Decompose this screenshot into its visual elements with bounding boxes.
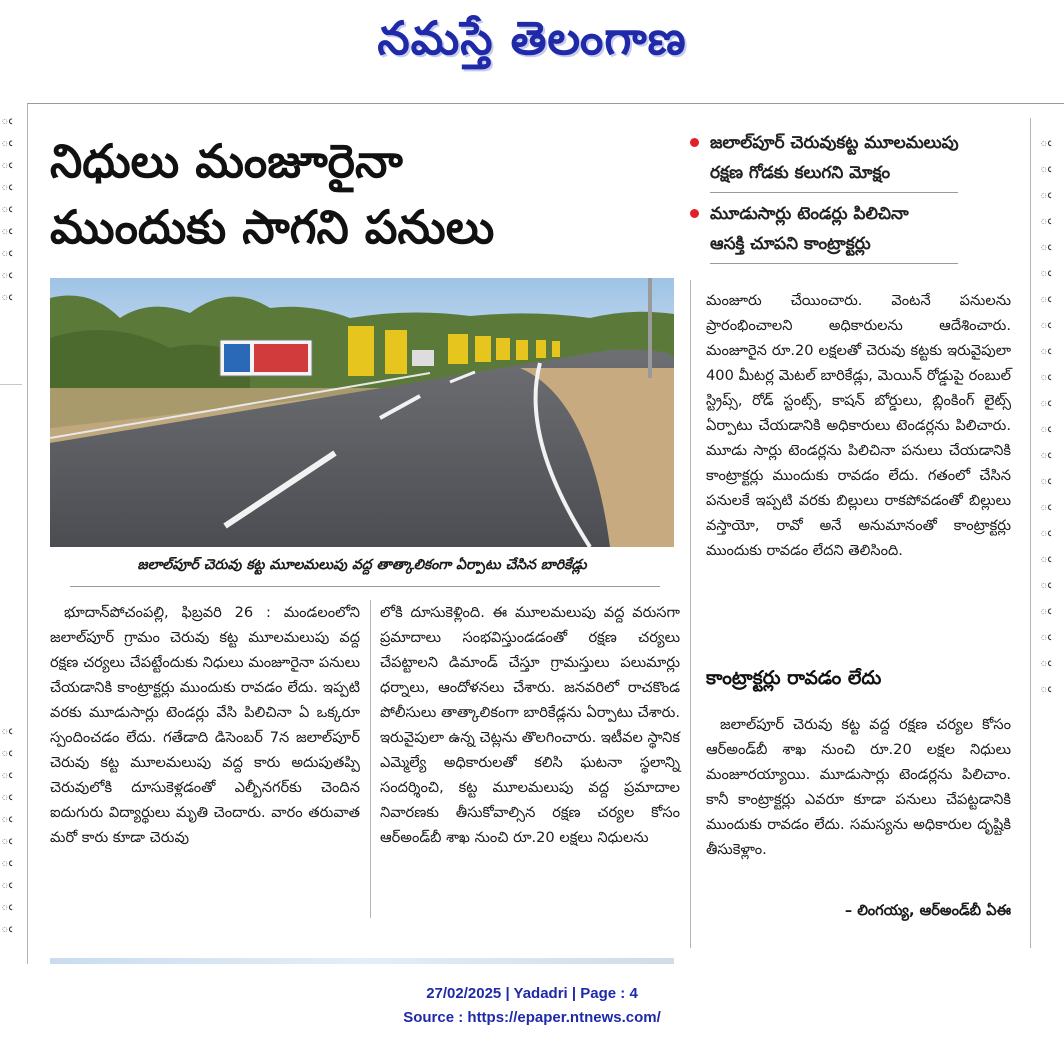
- key-point-divider: [710, 263, 958, 264]
- subheading: కాంట్రాక్టర్లు రావడం లేదు: [706, 667, 882, 689]
- bullet-dot-icon: [690, 138, 699, 147]
- body-paragraph: భూదాన్‌పోచంపల్లి, ఫిబ్రవరి 26 : మండలంలోని జలాల్‌పూర్ గ్రామం చెరువు కట్ట మూలమలుపు వద్ద రక్షణ చర్యలు చేపట్టేందుకు నిధులు మంజూరైనా పనులు చేయడానికి కాంట్రాక్టర్లు ముందుకు రావడం లేదు. ఇప్పటి వరకు మూడుసార్లు టెండర్లు వేసి పిలిచినా ఏ ఒక్కరూ స్పందించడం లేదు. గతేడాది డిసెంబర్ 7న జలాల్‌పూర్ చెరువు కట్ట మూలమలుపు వద్ద కారు అదుపుతప్పి చెరువులోకి దూసుకెళ్లడంతో ఎల్బీనగర్‌కు చెందిన ఐదుగురు విద్యార్థులు మృతి చెందారు. వారం తరువాత మరో కారు కూడా చెరువు: [50, 604, 360, 846]
- footer: [0, 982, 1064, 1030]
- quote-credit: – లింగయ్య, ఆర్అండ్‌బీ ఏఈ: [844, 902, 1011, 919]
- key-point-line: ఆసక్తి చూపని కాంట్రాక్టర్లు: [710, 234, 871, 254]
- adjacent-text-fragment: ఁ ఁ ఁ ఁ ఁ ఁ ఁ ఁ ఁ: [1, 113, 13, 304]
- headline-line-2: ముందుకు సాగని పనులు: [50, 200, 495, 254]
- key-point: [688, 199, 1028, 259]
- right-adjacent-column: ఁ ఁ ఁ ఁ ఁ ఁ ఁ ఁ ఁ ఁ ఁ ఁ ఁ ఁ ఁ ఁ ఁ ఁ ఁ ఁ ఁ ఁ: [1040, 135, 1052, 696]
- column-divider: [370, 600, 371, 918]
- body-paragraph: లోకి దూసుకెళ్లింది. ఈ మూలమలుపు వద్ద వరుసగా ప్రమాదాలు సంభవిస్తుండడంతో రక్షణ చర్యలు చేపట్టాలని డిమాండ్ చేస్తూ గ్రామస్తులు పలుమార్లు ధర్నాలు, ఆందోళనలు చేశారు. జనవరిలో రాచకొండ పోలీసులు తాత్కాలికంగా బారికేడ్లను ఏర్పాటు చేశారు. ఇరువైపులా ఉన్న చెట్లను తొలగించారు. ఇటీవల స్థానిక ఎమ్మెల్యే అధికారులతో కలిసి ఘటనా స్థలాన్ని సందర్శించి, కట్ట మూలమలుపు వద్ద ప్రమాదాల నివారణకు తీసుకోవాల్సిన రక్షణ చర్యల కోసం ఆర్అండ్‌బీ శాఖ నుంచి రూ.20 లక్షలు నిధులను: [380, 604, 680, 846]
- photo-caption: జలాల్‌పూర్ చెరువు కట్ట మూలమలుపు వద్ద తాత్కాలికంగా ఏర్పాటు చేసిన బారికేడ్లు: [137, 557, 587, 573]
- key-point-line: మూడుసార్లు టెండర్లు పిలిచినా: [710, 204, 909, 224]
- column-divider: [690, 280, 691, 948]
- column-divider: [1030, 118, 1031, 948]
- key-points: [688, 128, 1028, 270]
- headline: [50, 128, 670, 260]
- edition-info: 27/02/2025 | Yadadri | Page : 4: [426, 985, 638, 1002]
- body-column-1: [50, 600, 360, 850]
- body-column-4: [706, 712, 1011, 862]
- bullet-dot-icon: [690, 209, 699, 218]
- adjacent-text-fragment: ఁ ఁ ఁ ఁ ఁ ఁ ఁ ఁ ఁ ఁ: [1, 723, 13, 936]
- left-adjacent-column: [0, 100, 22, 970]
- next-photo-edge: [50, 958, 674, 964]
- masthead-title: నమస్తే తెలంగాణ: [377, 11, 687, 65]
- headline-line-1: నిధులు మంజూరైనా: [50, 134, 403, 188]
- key-point: [688, 128, 1028, 188]
- source-link[interactable]: Source : https://epaper.ntnews.com/: [403, 1009, 661, 1026]
- masthead: [0, 0, 1064, 88]
- adjacent-rule: [0, 384, 22, 385]
- body-column-3: [706, 288, 1011, 563]
- body-column-2: [380, 600, 680, 850]
- quote-paragraph: జలాల్‌పూర్ చెరువు కట్ట వద్ద రక్షణ చర్యల కోసం ఆర్అండ్‌బీ శాఖ నుంచి రూ.20 లక్షల నిధులు మంజూరయ్యాయి. మూడుసార్లు టెండర్లను పిలిచాం. కానీ కాంట్రాక్టర్లు ఎవరూ కూడా పనులు చేపట్టడానికి ముందుకు రావడం లేదు. సమస్యను అధికారుల దృష్టికి తీసుకెళ్లాం.: [706, 716, 1011, 858]
- body-paragraph: మంజూరు చేయించారు. వెంటనే పనులను ప్రారంభించాలని అధికారులను ఆదేశించారు. మంజూరైన రూ.20 లక్షలతో చెరువు కట్టకు ఇరువైపులా 400 మీటర్ల మెటల్ బారికేడ్లు, మెయిన్ రోడ్డుపై రంబుల్ స్ట్రిప్స్, రోడ్ స్టంట్స్, కాషన్ బోర్డులు, బ్లింకింగ్ లైట్స్ ఏర్పాటు చేయడానికి అధికారులు టెండర్లను పిలిచారు. మూడు సార్లు టెండర్లను పిలిచినా పనులు చేయడానికి కాంట్రాక్టర్లు ముందుకు రావడం లేదు. గతంలో చేసిన పనులకే ఇప్పటి వరకు బిల్లులు రాకపోవడంతో బిల్లులు వస్తాయో, రావో అనే అనుమానంతో కాంట్రాక్టర్లు ముందుకు రావడం లేదని తెలిసింది.: [706, 292, 1011, 559]
- road-barricade-photo: [50, 278, 674, 547]
- caption-underline: [70, 586, 660, 587]
- key-point-line: రక్షణ గోడకు కలుగని మోక్షం: [710, 163, 891, 183]
- key-point-divider: [710, 192, 958, 193]
- key-point-line: జలాల్‌పూర్ చెరువుకట్ట మూలమలుపు: [710, 133, 959, 153]
